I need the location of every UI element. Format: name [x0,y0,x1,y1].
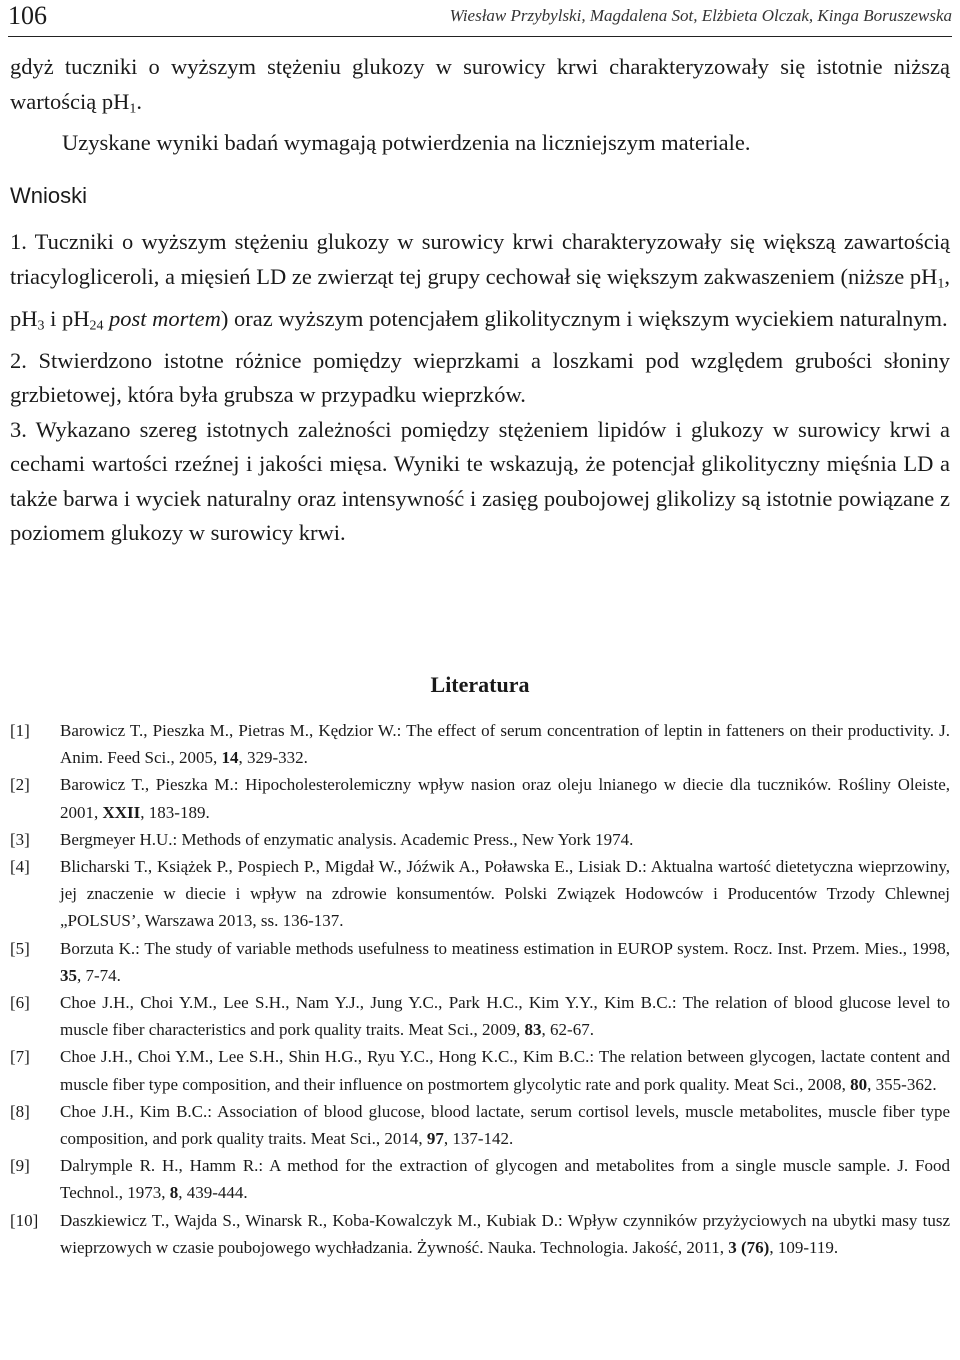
conclusion-1-text-e: ) oraz wyższym potencjałem glikolitycznym i większym wyciekiem naturalnym. [220,305,948,331]
reference-number: [2] [10,775,30,795]
reference-citation: Dalrymple R. H., Hamm R.: A method for the extraction of glycogen and metabolites from a single muscle sample. J. Food Technol., 1973, [60,1156,950,1203]
reference-item [10,1207,950,1261]
reference-volume: 97 [426,1129,444,1149]
reference-item [10,989,950,1043]
reference-number: [9] [10,1156,30,1176]
reference-item [10,935,950,989]
conclusion-2 [10,344,950,413]
reference-item [10,826,950,853]
reference-pages: , 7-74. [77,965,121,985]
conclusion-1-text-a: Tuczniki o wyższym stężeniu glukozy w surowicy krwi charakteryzowały się większą zawartością triacylogliceroli, a mięsień LD ze zwierząt tej grupy cechował się większym zakwaszeniem (niższe pH [10,229,951,289]
reference-number: [5] [10,938,30,958]
conclusion-1-italic: post mortem [109,305,221,331]
reference-number: [1] [10,721,30,740]
conclusion-1-text-b: , pH [10,263,950,331]
reference-pages: , 329-332. [238,748,308,768]
intro-p1-end: . [136,88,142,114]
page-header [8,0,952,37]
reference-volume: 80 [850,1074,868,1094]
reference-item [10,771,950,825]
reference-number: [3] [10,829,30,849]
reference-text [60,1152,950,1206]
reference-volume: XXII [102,802,141,822]
reference-list [10,717,950,1261]
reference-pages: , 183-189. [140,802,210,822]
reference-text [60,1207,950,1261]
reference-citation: Barowicz T., Pieszka M., Pietras M., Kędzior W.: The effect of serum concentration of leptin in fatteners on their productivity. J. Anim. Feed Sci., 2005, [60,721,950,768]
intro-p1-subscript: 1 [129,100,137,116]
reference-number: [8] [10,1101,30,1121]
reference-citation: Borzuta K.: The study of variable methods usefulness to meatiness estimation in EUROP system. Rocz. Inst. Przem. Mies., 1998, [60,938,950,958]
conclusion-3-number: 3. [10,416,27,442]
reference-pages: , 137-142. [443,1129,514,1149]
reference-number: [4] [10,857,30,877]
reference-volume: 35 [60,965,77,985]
reference-citation: Choe J.H., Choi Y.M., Lee S.H., Nam Y.J., Jung Y.C., Park H.C., Kim Y.Y., Kim B.C.: The relation of blood glucose level to muscle fiber characteristics and pork quality traits. Meat Sci., 2009, [60,993,950,1040]
reference-citation: Choe J.H., Kim B.C.: Association of blood glucose, blood lactate, serum cortisol levels, muscle metabolites, muscle fiber type composition, and pork quality traits. Meat Sci., 2014, [60,1101,950,1149]
reference-text [60,935,950,989]
intro-p1-text: gdyż tuczniki o wyższym stężeniu glukozy w surowicy krwi charakteryzowały się istotnie niższą wartością pH [10,54,950,114]
reference-number: [6] [10,993,30,1013]
reference-number: [10] [10,1210,39,1230]
reference-text [60,1043,950,1097]
reference-volume: 8 [169,1183,179,1203]
conclusion-1 [10,225,950,343]
intro-paragraph-2: Uzyskane wyniki badań wymagają potwierdzenia na liczniejszym materiale. [62,130,751,156]
reference-number: [7] [10,1047,30,1067]
reference-citation: Barowicz T., Pieszka M.: Hipocholesterolemiczny wpływ nasion oraz oleju lnianego w diecie dla tuczników. Rośliny Oleiste, 2001, [60,775,950,822]
conclusions-title: Wnioski [10,182,88,208]
reference-item [10,1043,950,1097]
reference-citation: Daszkiewicz T., Wajda S., Winarsk R., Koba-Kowalczyk M., Kubiak D.: Wpływ czynników przyżyciowych na ubytki masy tusz wieprzowych w czasie poubojowego wychładzania. Żywność. Nauka. Technologia. Jakość, 2011, [60,1210,950,1257]
conclusion-1-text-c: i pH [44,305,90,331]
page-number: 106 [8,1,47,30]
reference-citation: Choe J.H., Choi Y.M., Lee S.H., Shin H.G., Ryu Y.C., Hong K.C., Kim B.C.: The relation between glycogen, lactate content and muscle fiber type composition, and their influence on postmortem glycolytic rate and pork quality. Meat Sci., 2008, [60,1047,950,1094]
reference-item [10,1098,950,1152]
reference-text [60,717,950,771]
conclusion-2-text: Stwierdzono istotne różnice pomiędzy wieprzkami a loszkami pod względem grubości słoniny grzbietowej, która była grubsza w przypadku wieprzków. [10,347,950,408]
reference-pages: , 355-362. [867,1074,937,1094]
reference-text [60,1098,950,1152]
reference-volume: 3 (76) [728,1237,770,1257]
conclusion-3 [10,413,950,551]
running-head-authors: Wiesław Przybylski, Magdalena Sot, Elżbieta Olczak, Kinga Boruszewska [449,6,952,25]
body-text [10,50,950,551]
reference-volume: 14 [221,748,239,768]
reference-item [10,717,950,771]
reference-citation: Blicharski T., Książek P., Pospiech P., Migdał W., Jóźwik A., Poławska E., Lisiak D.: Aktualna wartość dietetyczna wieprzowiny, jej znaczenie w diecie i wpływ na zdrowie konsumentów. Polski Związek Hodowców i Producentów Trzody Chlewnej „POLSUS’, Warszawa 2013, ss. 136-137. [60,857,950,931]
reference-pages: , 62-67. [541,1020,594,1040]
conclusion-1-number: 1. [10,229,27,255]
reference-citation: Bergmeyer H.U.: Methods of enzymatic analysis. Academic Press., New York 1974. [60,829,634,849]
reference-text [60,826,950,853]
literature-title: Literatura [430,672,530,697]
reference-volume: 83 [524,1020,542,1040]
conclusion-1-sub-3: 24 [89,318,104,334]
conclusion-2-number: 2. [10,347,27,373]
reference-pages: , 109-119. [769,1237,839,1257]
conclusion-1-sub-2: 3 [37,318,45,334]
conclusion-3-text: Wykazano szereg istotnych zależności pomiędzy stężeniem lipidów i glukozy w surowicy krwi a cechami wartości rzeźnej i jakości mięsa. Wyniki te wskazują, że potencjał glikolityczny mięśnia LD a także barwa i wyciek naturalny oraz intensywność i zasięg poubojowej glikolizy są istotnie powiązane z poziomem glukozy w surowicy krwi. [10,416,950,546]
reference-item [10,1152,950,1206]
reference-text [60,989,950,1043]
conclusion-1-sub-1: 1 [937,276,945,292]
reference-item [10,853,950,935]
reference-text [60,771,950,825]
reference-pages: , 439-444. [178,1183,248,1203]
reference-text [60,853,950,935]
intro-paragraph-1 [10,50,950,126]
